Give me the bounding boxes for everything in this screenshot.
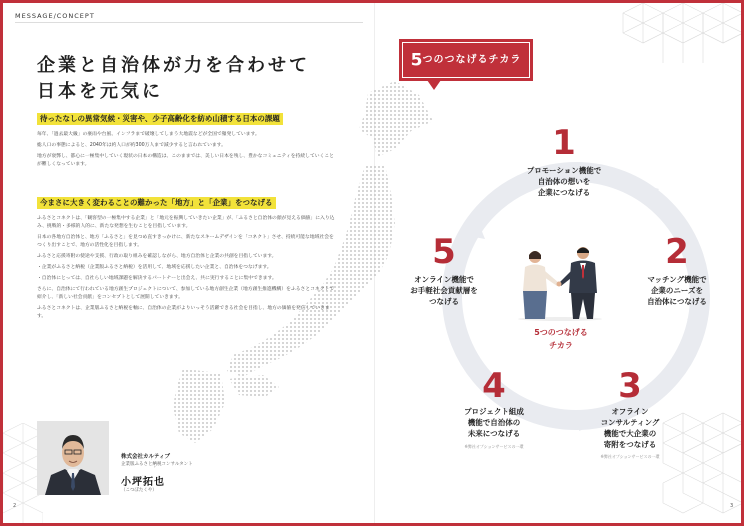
feature-line: 企業につなげる xyxy=(537,188,591,197)
feature-line: オフライン xyxy=(611,407,649,416)
paragraph: ふるさとコネクトは、企業版ふるさと納税を軸に、自治体の企業がよりいっそう活躍できる社会を目指し、地方の価値を発信していきます。 xyxy=(37,306,330,319)
paragraph-block-2 xyxy=(37,215,337,324)
highlight-subhead-1: 待ったなしの異常気候・災害や、少子高齢化を紡め山積する日本の課題 xyxy=(37,113,283,125)
handshake-illustration xyxy=(511,243,609,321)
feature-line: コンサルティング xyxy=(600,418,660,427)
center-label xyxy=(516,326,606,352)
paragraph: ・自治体にとっては、自社らしい地域課題を解決するパートナーと出会え、共に実行することに集中できます。 xyxy=(37,276,277,281)
section-label: MESSAGE/CONCEPT xyxy=(15,12,95,20)
feature-3-text xyxy=(565,406,695,450)
feature-line: プロモーション機能で xyxy=(526,166,602,175)
feature-line: 機能で大企業の xyxy=(603,429,657,438)
feature-line: 自治体の想いを xyxy=(537,177,591,186)
feature-5-text xyxy=(379,274,509,307)
feature-line: お手軽社会貢献層を xyxy=(410,286,478,295)
consultant-role: 企業版ふるさと納税コンサルタント xyxy=(121,462,193,467)
asanoha-pattern-top-right xyxy=(603,3,744,63)
feature-line: 自治体につなげる xyxy=(647,297,707,306)
concept-banner xyxy=(399,39,533,81)
feature-line: オンライン機能で xyxy=(414,275,474,284)
feature-line: プロジェクト組成 xyxy=(464,407,524,416)
paragraph: ・企業がふるさと納税（企業版ふるさと納税）を活用して、地域を応援したい企業と、自治体をつなげます。 xyxy=(37,265,272,270)
feature-line: マッチング機能で xyxy=(647,275,707,284)
highlight-subhead-2: 今まさに大きく変わることの難かった「地方」と「企業」をつなげる xyxy=(37,197,276,209)
paragraph: ふるさと応援寄附の使途や支援、行政の取り組みを確認しながら、地方自治体と企業の共創を目指しています。 xyxy=(37,254,277,259)
feature-line: 寄附をつなげる xyxy=(603,440,657,449)
headline-line-1: 企業と自治体が力を合わせて xyxy=(37,55,310,76)
paragraph: ふるさとコネクトは、「観客型の一極集中する企業」と「地元を振興していきたい企業」が、「ふるさと自治体の顔が見える価値」に入り込み、挑戦的・多様的人的に、新たな発想を生むことを目指しています。 xyxy=(37,216,335,229)
banner-number: 5 xyxy=(410,50,423,71)
feature-3-number: 3 xyxy=(618,366,642,406)
paragraph: さらに、自治体にて行われている地方創生プロジェクトについて、参加している地方創生企業（地方創生推進機構）をふるさとコネクトで紹介し、「新しい社会貢献」をコンセプトとして展開していきます。 xyxy=(37,287,335,300)
feature-4-note: ※弊社オプションサービスの一環 xyxy=(464,444,524,449)
center-label-line-2: チカラ xyxy=(549,341,573,350)
feature-line: つなげる xyxy=(429,297,459,306)
feature-4-number: 4 xyxy=(482,366,506,406)
consultant-name: 小坪拓也 xyxy=(121,477,165,488)
section-rule xyxy=(15,22,363,23)
feature-1-text xyxy=(499,165,629,198)
paragraph-block-1 xyxy=(37,131,337,172)
feature-4-text xyxy=(429,406,559,439)
banner-pointer xyxy=(427,80,441,90)
feature-1-number: 1 xyxy=(552,123,576,163)
page-headline xyxy=(37,53,310,105)
feature-5-number: 5 xyxy=(432,232,456,272)
feature-2-number: 2 xyxy=(665,232,689,272)
consultant-name-reading: （こつぼたくや） xyxy=(121,488,157,493)
feature-line: 企業のニーズを xyxy=(650,286,704,295)
consultant-company: 株式会社カルティブ xyxy=(121,454,171,460)
paragraph: 日本の各地方自治体と、地方「ふるさと」を見つめ直すきっかけに、新たなスキームデザインを「コネクト」させ、持続可能な地域社会をつくり出すことで、地方の活性化を目指します。 xyxy=(37,235,334,248)
consultant-portrait xyxy=(37,421,109,495)
paragraph: 毎年、「過去最大級」の豪雨や台風、インフラまで破壊してしまう大地震などが全国で頻発しています。 xyxy=(37,132,260,137)
feature-line: 未来につなげる xyxy=(467,429,521,438)
paragraph: 地方が衰弊し、都心に一極集中していく現状の日本の構造は、このままでは、美しい日本を残し、豊かなコミュニティを持続していくことが難しくなっています。 xyxy=(37,154,334,167)
banner-text: つのつなげるチカラ xyxy=(422,54,522,66)
page-number-right: 3 xyxy=(730,503,734,509)
feature-2-text xyxy=(612,274,742,307)
paragraph: 総人口の事態によると、2040年は約人口が約300万人まで減少すると言われています。 xyxy=(37,143,226,148)
feature-3-note: ※弊社オプションサービスの一環 xyxy=(600,454,660,459)
page-number-left: 2 xyxy=(13,503,17,509)
feature-line: 機能で自治体の xyxy=(467,418,521,427)
headline-line-2: 日本を元気に xyxy=(37,81,163,102)
center-label-line-1: 5つのつなげる xyxy=(534,328,588,337)
